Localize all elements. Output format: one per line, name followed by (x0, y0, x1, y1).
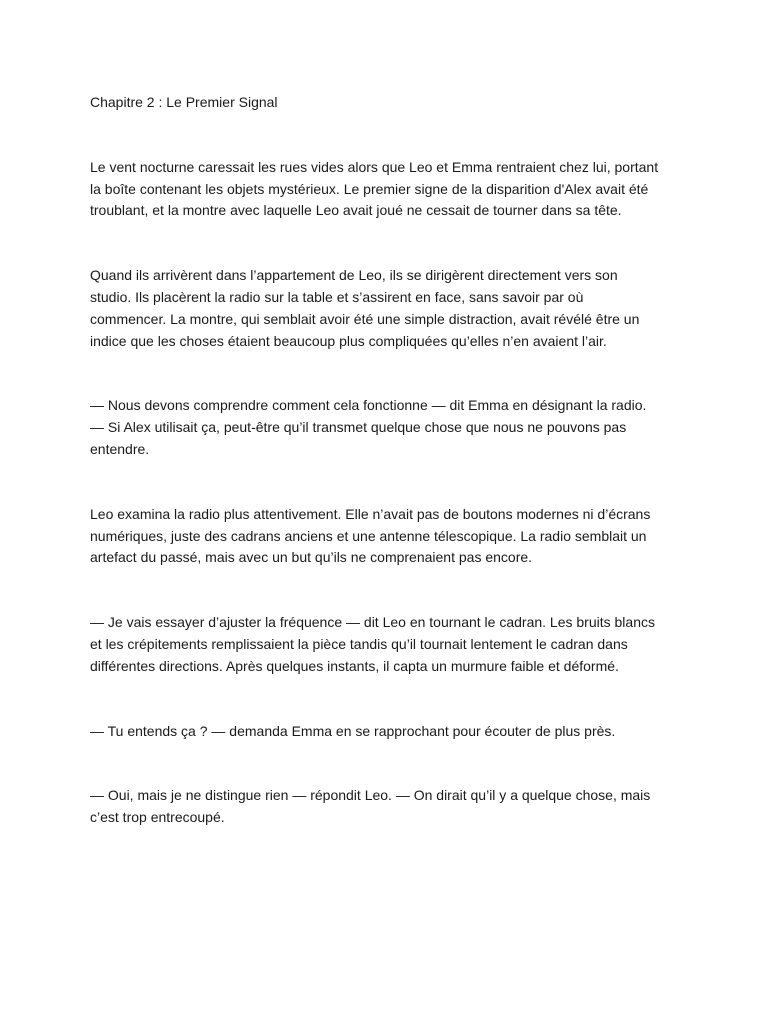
chapter-title: Chapitre 2 : Le Premier Signal (90, 94, 278, 110)
paragraph-line: différentes directions. Après quelques instants, il capta un murmure faible et déformé. (90, 657, 619, 674)
paragraph-line: troublant, et la montre avec laquelle Leo avait joué ne cessait de tourner dans sa tête. (90, 202, 622, 219)
paragraph-line: Le vent nocturne caressait les rues vides alors que Leo et Emma rentraient chez lui, portant (90, 158, 659, 175)
paragraph-4 (90, 504, 690, 569)
paragraph-line: c’est trop entrecoupé. (90, 809, 225, 826)
paragraph-line: artefact du passé, mais avec un but qu’ils ne comprenaient pas encore. (90, 549, 533, 566)
paragraph-line: — Nous devons comprendre comment cela fonctionne — dit Emma en désignant la radio. (90, 397, 647, 414)
paragraph-1 (90, 157, 690, 222)
paragraph-line: — Si Alex utilisait ça, peut-être qu’il transmet quelque chose que nous ne pouvons pas (90, 419, 627, 436)
paragraph-7 (90, 785, 690, 829)
paragraph-line: studio. Ils placèrent la radio sur la table et s’assirent en face, sans savoir par où (90, 288, 584, 305)
paragraph-line: et les crépitements remplissaient la pièce tandis qu’il tournait lentement le cadran dans (90, 635, 628, 652)
paragraph-6 (90, 721, 690, 743)
paragraph-2 (90, 265, 690, 352)
paragraph-line: commencer. La montre, qui semblait avoir été une simple distraction, avait révélé être un (90, 310, 640, 327)
paragraph-line: Quand ils arrivèrent dans l’appartement de Leo, ils se dirigèrent directement vers son (90, 267, 618, 284)
paragraph-line: — Je vais essayer d’ajuster la fréquence — dit Leo en tournant le cadran. Les bruits blancs (90, 614, 655, 631)
document-body (90, 92, 690, 872)
paragraph-3 (90, 395, 690, 460)
paragraph-line: — Oui, mais je ne distingue rien — répondit Leo. — On dirait qu’il y a quelque chose, mais (90, 787, 651, 804)
paragraph-line: Leo examina la radio plus attentivement. Elle n’avait pas de boutons modernes ni d’écrans (90, 505, 651, 522)
paragraph-5 (90, 612, 690, 677)
paragraph-line: numériques, juste des cadrans anciens et une antenne télescopique. La radio semblait un (90, 527, 647, 544)
paragraph-line: entendre. (90, 440, 150, 457)
paragraph-line: — Tu entends ça ? — demanda Emma en se rapprochant pour écouter de plus près. (90, 722, 616, 739)
paragraph-line: la boîte contenant les objets mystérieux. Le premier signe de la disparition d'Alex avait été (90, 180, 649, 197)
paragraph-line: indice que les choses étaient beaucoup plus compliquées qu’elles n’en avaient l’air. (90, 332, 607, 349)
